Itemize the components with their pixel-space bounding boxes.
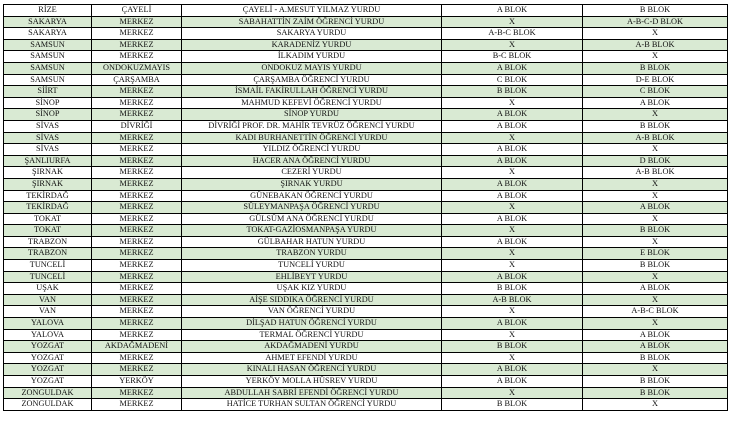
district-cell: ÇARŞAMBA bbox=[92, 74, 182, 86]
district-cell: MERKEZ bbox=[92, 318, 182, 330]
table-row bbox=[4, 376, 728, 388]
dormitory-name-cell: YILDIZ ÖĞRENCİ YURDU bbox=[182, 144, 442, 156]
dormitory-name-cell: GÜNEBAKAN ÖĞRENCİ YURDU bbox=[182, 190, 442, 202]
district-cell: MERKEZ bbox=[92, 190, 182, 202]
district-cell: MERKEZ bbox=[92, 248, 182, 260]
female-block-cell: A BLOK bbox=[442, 376, 583, 388]
table-row bbox=[4, 318, 728, 330]
dormitory-name-cell: DİVRİĞİ PROF. DR. MAHİR TEVRÜZ ÖĞRENCİ YURDU bbox=[182, 120, 442, 132]
female-block-cell: A BLOK bbox=[442, 109, 583, 121]
table-row bbox=[4, 86, 728, 98]
table-body bbox=[4, 5, 728, 411]
table-row bbox=[4, 39, 728, 51]
male-block-cell: X bbox=[583, 364, 728, 376]
dormitory-name-cell: KARADENİZ YURDU bbox=[182, 39, 442, 51]
table-row bbox=[4, 283, 728, 295]
district-cell: MERKEZ bbox=[92, 294, 182, 306]
district-cell: MERKEZ bbox=[92, 387, 182, 399]
dormitory-table bbox=[3, 4, 728, 411]
female-block-cell: A BLOK bbox=[442, 213, 583, 225]
district-cell: MERKEZ bbox=[92, 260, 182, 272]
dormitory-name-cell: ŞIRNAK YURDU bbox=[182, 178, 442, 190]
female-block-cell: X bbox=[442, 16, 583, 28]
male-block-cell: B BLOK bbox=[583, 352, 728, 364]
male-block-cell: A-B BLOK bbox=[583, 39, 728, 51]
province-cell: SAMSUN bbox=[4, 51, 92, 63]
female-block-cell: A BLOK bbox=[442, 155, 583, 167]
table-row bbox=[4, 306, 728, 318]
table-row bbox=[4, 190, 728, 202]
table-row bbox=[4, 399, 728, 411]
dormitory-name-cell: ÇARŞAMBA ÖĞRENCİ YURDU bbox=[182, 74, 442, 86]
female-block-cell: A BLOK bbox=[442, 236, 583, 248]
male-block-cell: X bbox=[583, 318, 728, 330]
table-row bbox=[4, 294, 728, 306]
table-row bbox=[4, 97, 728, 109]
male-block-cell: X bbox=[583, 178, 728, 190]
table-row bbox=[4, 225, 728, 237]
female-block-cell: B BLOK bbox=[442, 283, 583, 295]
male-block-cell: X bbox=[583, 28, 728, 40]
female-block-cell: X bbox=[442, 167, 583, 179]
table-row bbox=[4, 178, 728, 190]
male-block-cell: B BLOK bbox=[583, 225, 728, 237]
district-cell: MERKEZ bbox=[92, 202, 182, 214]
district-cell: MERKEZ bbox=[92, 132, 182, 144]
male-block-cell: A BLOK bbox=[583, 97, 728, 109]
district-cell: MERKEZ bbox=[92, 28, 182, 40]
female-block-cell: X bbox=[442, 248, 583, 260]
dormitory-name-cell: TERMAL ÖĞRENCİ YURDU bbox=[182, 329, 442, 341]
dormitory-name-cell: İSMAİL FAKİRULLAH ÖĞRENCİ YURDU bbox=[182, 86, 442, 98]
dormitory-name-cell: VAN ÖĞRENCİ YURDU bbox=[182, 306, 442, 318]
table-row bbox=[4, 62, 728, 74]
province-cell: YOZGAT bbox=[4, 341, 92, 353]
province-cell: SİVAS bbox=[4, 120, 92, 132]
province-cell: RİZE bbox=[4, 5, 92, 17]
dormitory-name-cell: HATİCE TURHAN SULTAN ÖĞRENCİ YURDU bbox=[182, 399, 442, 411]
province-cell: SAMSUN bbox=[4, 39, 92, 51]
province-cell: YOZGAT bbox=[4, 376, 92, 388]
male-block-cell: X bbox=[583, 190, 728, 202]
province-cell: YOZGAT bbox=[4, 364, 92, 376]
male-block-cell: C BLOK bbox=[583, 86, 728, 98]
female-block-cell: B BLOK bbox=[442, 86, 583, 98]
province-cell: TEKİRDAĞ bbox=[4, 202, 92, 214]
district-cell: MERKEZ bbox=[92, 86, 182, 98]
district-cell: MERKEZ bbox=[92, 271, 182, 283]
province-cell: TUNCELİ bbox=[4, 271, 92, 283]
province-cell: SAKARYA bbox=[4, 16, 92, 28]
table-row bbox=[4, 202, 728, 214]
dormitory-name-cell: SAKARYA YURDU bbox=[182, 28, 442, 40]
dormitory-name-cell: DİLŞAD HATUN ÖĞRENCİ YURDU bbox=[182, 318, 442, 330]
district-cell: MERKEZ bbox=[92, 236, 182, 248]
province-cell: SİNOP bbox=[4, 109, 92, 121]
table-row bbox=[4, 248, 728, 260]
male-block-cell: A-B BLOK bbox=[583, 132, 728, 144]
province-cell: SİİRT bbox=[4, 86, 92, 98]
dormitory-name-cell: HACER ANA ÖĞRENCİ YURDU bbox=[182, 155, 442, 167]
dormitory-name-cell: GÜLSÜM ANA ÖĞRENCİ YURDU bbox=[182, 213, 442, 225]
district-cell: DİVRİĞİ bbox=[92, 120, 182, 132]
female-block-cell: A BLOK bbox=[442, 178, 583, 190]
district-cell: MERKEZ bbox=[92, 213, 182, 225]
province-cell: SAMSUN bbox=[4, 62, 92, 74]
male-block-cell: B BLOK bbox=[583, 5, 728, 17]
province-cell: TUNCELİ bbox=[4, 260, 92, 272]
male-block-cell: A BLOK bbox=[583, 329, 728, 341]
male-block-cell: E BLOK bbox=[583, 248, 728, 260]
district-cell: MERKEZ bbox=[92, 109, 182, 121]
female-block-cell: A BLOK bbox=[442, 364, 583, 376]
male-block-cell: X bbox=[583, 109, 728, 121]
table-row bbox=[4, 74, 728, 86]
table-row bbox=[4, 28, 728, 40]
dormitory-name-cell: SÜLEYMANPAŞA ÖĞRENCİ YURDU bbox=[182, 202, 442, 214]
province-cell: ŞIRNAK bbox=[4, 178, 92, 190]
male-block-cell: A BLOK bbox=[583, 283, 728, 295]
table-row bbox=[4, 387, 728, 399]
province-cell: VAN bbox=[4, 294, 92, 306]
female-block-cell: A BLOK bbox=[442, 271, 583, 283]
dormitory-name-cell: AHMET EFENDİ YURDU bbox=[182, 352, 442, 364]
table-row bbox=[4, 341, 728, 353]
district-cell: YERKÖY bbox=[92, 376, 182, 388]
province-cell: ZONGULDAK bbox=[4, 387, 92, 399]
female-block-cell: A BLOK bbox=[442, 318, 583, 330]
male-block-cell: A-B-C-D BLOK bbox=[583, 16, 728, 28]
dormitory-name-cell: TRABZON YURDU bbox=[182, 248, 442, 260]
district-cell: MERKEZ bbox=[92, 283, 182, 295]
male-block-cell: X bbox=[583, 213, 728, 225]
dormitory-name-cell: AİŞE SIDDIKA ÖĞRENCİ YURDU bbox=[182, 294, 442, 306]
male-block-cell: B BLOK bbox=[583, 387, 728, 399]
district-cell: MERKEZ bbox=[92, 225, 182, 237]
male-block-cell: X bbox=[583, 144, 728, 156]
dormitory-name-cell: UŞAK KIZ YURDU bbox=[182, 283, 442, 295]
district-cell: MERKEZ bbox=[92, 306, 182, 318]
table-row bbox=[4, 236, 728, 248]
table-row bbox=[4, 16, 728, 28]
male-block-cell: B BLOK bbox=[583, 62, 728, 74]
province-cell: SİVAS bbox=[4, 144, 92, 156]
dormitory-name-cell: ONDOKUZ MAYIS YURDU bbox=[182, 62, 442, 74]
district-cell: MERKEZ bbox=[92, 51, 182, 63]
male-block-cell: X bbox=[583, 51, 728, 63]
dormitory-name-cell: İLKADIM YURDU bbox=[182, 51, 442, 63]
female-block-cell: A BLOK bbox=[442, 5, 583, 17]
province-cell: ZONGULDAK bbox=[4, 399, 92, 411]
table-row bbox=[4, 5, 728, 17]
female-block-cell: A BLOK bbox=[442, 120, 583, 132]
table-row bbox=[4, 271, 728, 283]
district-cell: MERKEZ bbox=[92, 364, 182, 376]
female-block-cell: X bbox=[442, 202, 583, 214]
female-block-cell: B BLOK bbox=[442, 399, 583, 411]
dormitory-name-cell: AKDAĞMADENİ YURDU bbox=[182, 341, 442, 353]
district-cell: AKDAĞMADENİ bbox=[92, 341, 182, 353]
table-row bbox=[4, 364, 728, 376]
dormitory-name-cell: YERKÖY MOLLA HÜSREV YURDU bbox=[182, 376, 442, 388]
district-cell: MERKEZ bbox=[92, 399, 182, 411]
province-cell: TOKAT bbox=[4, 213, 92, 225]
female-block-cell: X bbox=[442, 39, 583, 51]
province-cell: YALOVA bbox=[4, 329, 92, 341]
female-block-cell: B-C BLOK bbox=[442, 51, 583, 63]
male-block-cell: X bbox=[583, 236, 728, 248]
district-cell: MERKEZ bbox=[92, 97, 182, 109]
province-cell: SAKARYA bbox=[4, 28, 92, 40]
dormitory-name-cell: SİNOP YURDU bbox=[182, 109, 442, 121]
dormitory-name-cell: MAHMUD KEFEVİ ÖĞRENCİ YURDU bbox=[182, 97, 442, 109]
table-row bbox=[4, 260, 728, 272]
female-block-cell: A BLOK bbox=[442, 62, 583, 74]
female-block-cell: A BLOK bbox=[442, 190, 583, 202]
female-block-cell: A-B BLOK bbox=[442, 294, 583, 306]
female-block-cell: X bbox=[442, 97, 583, 109]
dormitory-name-cell: EHLİBEYT YURDU bbox=[182, 271, 442, 283]
dormitory-name-cell: KINALI HASAN ÖĞRENCİ YURDU bbox=[182, 364, 442, 376]
female-block-cell: A BLOK bbox=[442, 144, 583, 156]
female-block-cell: B BLOK bbox=[442, 341, 583, 353]
province-cell: TRABZON bbox=[4, 236, 92, 248]
district-cell: ÇAYELİ bbox=[92, 5, 182, 17]
district-cell: MERKEZ bbox=[92, 39, 182, 51]
province-cell: SAMSUN bbox=[4, 74, 92, 86]
male-block-cell: X bbox=[583, 399, 728, 411]
province-cell: YALOVA bbox=[4, 318, 92, 330]
district-cell: MERKEZ bbox=[92, 167, 182, 179]
female-block-cell: A-B-C BLOK bbox=[442, 28, 583, 40]
province-cell: TRABZON bbox=[4, 248, 92, 260]
table-row bbox=[4, 132, 728, 144]
dormitory-name-cell: KADI BURHANETTİN ÖĞRENCİ YURDU bbox=[182, 132, 442, 144]
male-block-cell: X bbox=[583, 294, 728, 306]
district-cell: MERKEZ bbox=[92, 155, 182, 167]
province-cell: SİNOP bbox=[4, 97, 92, 109]
district-cell: MERKEZ bbox=[92, 329, 182, 341]
district-cell: ONDOKUZMAYIS bbox=[92, 62, 182, 74]
province-cell: TOKAT bbox=[4, 225, 92, 237]
dormitory-name-cell: GÜLBAHAR HATUN YURDU bbox=[182, 236, 442, 248]
district-cell: MERKEZ bbox=[92, 352, 182, 364]
female-block-cell: X bbox=[442, 329, 583, 341]
male-block-cell: X bbox=[583, 271, 728, 283]
female-block-cell: C BLOK bbox=[442, 74, 583, 86]
male-block-cell: B BLOK bbox=[583, 120, 728, 132]
table-row bbox=[4, 352, 728, 364]
male-block-cell: D BLOK bbox=[583, 155, 728, 167]
district-cell: MERKEZ bbox=[92, 16, 182, 28]
table-row bbox=[4, 329, 728, 341]
female-block-cell: X bbox=[442, 132, 583, 144]
female-block-cell: X bbox=[442, 387, 583, 399]
province-cell: ŞIRNAK bbox=[4, 167, 92, 179]
district-cell: MERKEZ bbox=[92, 144, 182, 156]
female-block-cell: X bbox=[442, 225, 583, 237]
district-cell: MERKEZ bbox=[92, 178, 182, 190]
female-block-cell: X bbox=[442, 306, 583, 318]
table-row bbox=[4, 120, 728, 132]
female-block-cell: X bbox=[442, 260, 583, 272]
province-cell: ŞANLIURFA bbox=[4, 155, 92, 167]
male-block-cell: D-E BLOK bbox=[583, 74, 728, 86]
table-row bbox=[4, 109, 728, 121]
male-block-cell: A BLOK bbox=[583, 202, 728, 214]
male-block-cell: A-B-C BLOK bbox=[583, 306, 728, 318]
table-row bbox=[4, 155, 728, 167]
dormitory-name-cell: ÇAYELİ - A.MESUT YILMAZ YURDU bbox=[182, 5, 442, 17]
table-row bbox=[4, 144, 728, 156]
female-block-cell: X bbox=[442, 352, 583, 364]
province-cell: UŞAK bbox=[4, 283, 92, 295]
dormitory-name-cell: ABDULLAH SABRİ EFENDİ ÖĞRENCİ YURDU bbox=[182, 387, 442, 399]
province-cell: TEKİRDAĞ bbox=[4, 190, 92, 202]
dormitory-name-cell: CEZERİ YURDU bbox=[182, 167, 442, 179]
dormitory-name-cell: TOKAT-GAZİOSMANPAŞA YURDU bbox=[182, 225, 442, 237]
dormitory-name-cell: SABAHATTİN ZAİM ÖĞRENCİ YURDU bbox=[182, 16, 442, 28]
male-block-cell: A-B BLOK bbox=[583, 167, 728, 179]
male-block-cell: B BLOK bbox=[583, 376, 728, 388]
province-cell: YOZGAT bbox=[4, 352, 92, 364]
table-row bbox=[4, 213, 728, 225]
province-cell: SİVAS bbox=[4, 132, 92, 144]
table-row bbox=[4, 167, 728, 179]
male-block-cell: B BLOK bbox=[583, 260, 728, 272]
male-block-cell: A BLOK bbox=[583, 341, 728, 353]
province-cell: VAN bbox=[4, 306, 92, 318]
table-row bbox=[4, 51, 728, 63]
dormitory-name-cell: TUNCELİ YURDU bbox=[182, 260, 442, 272]
